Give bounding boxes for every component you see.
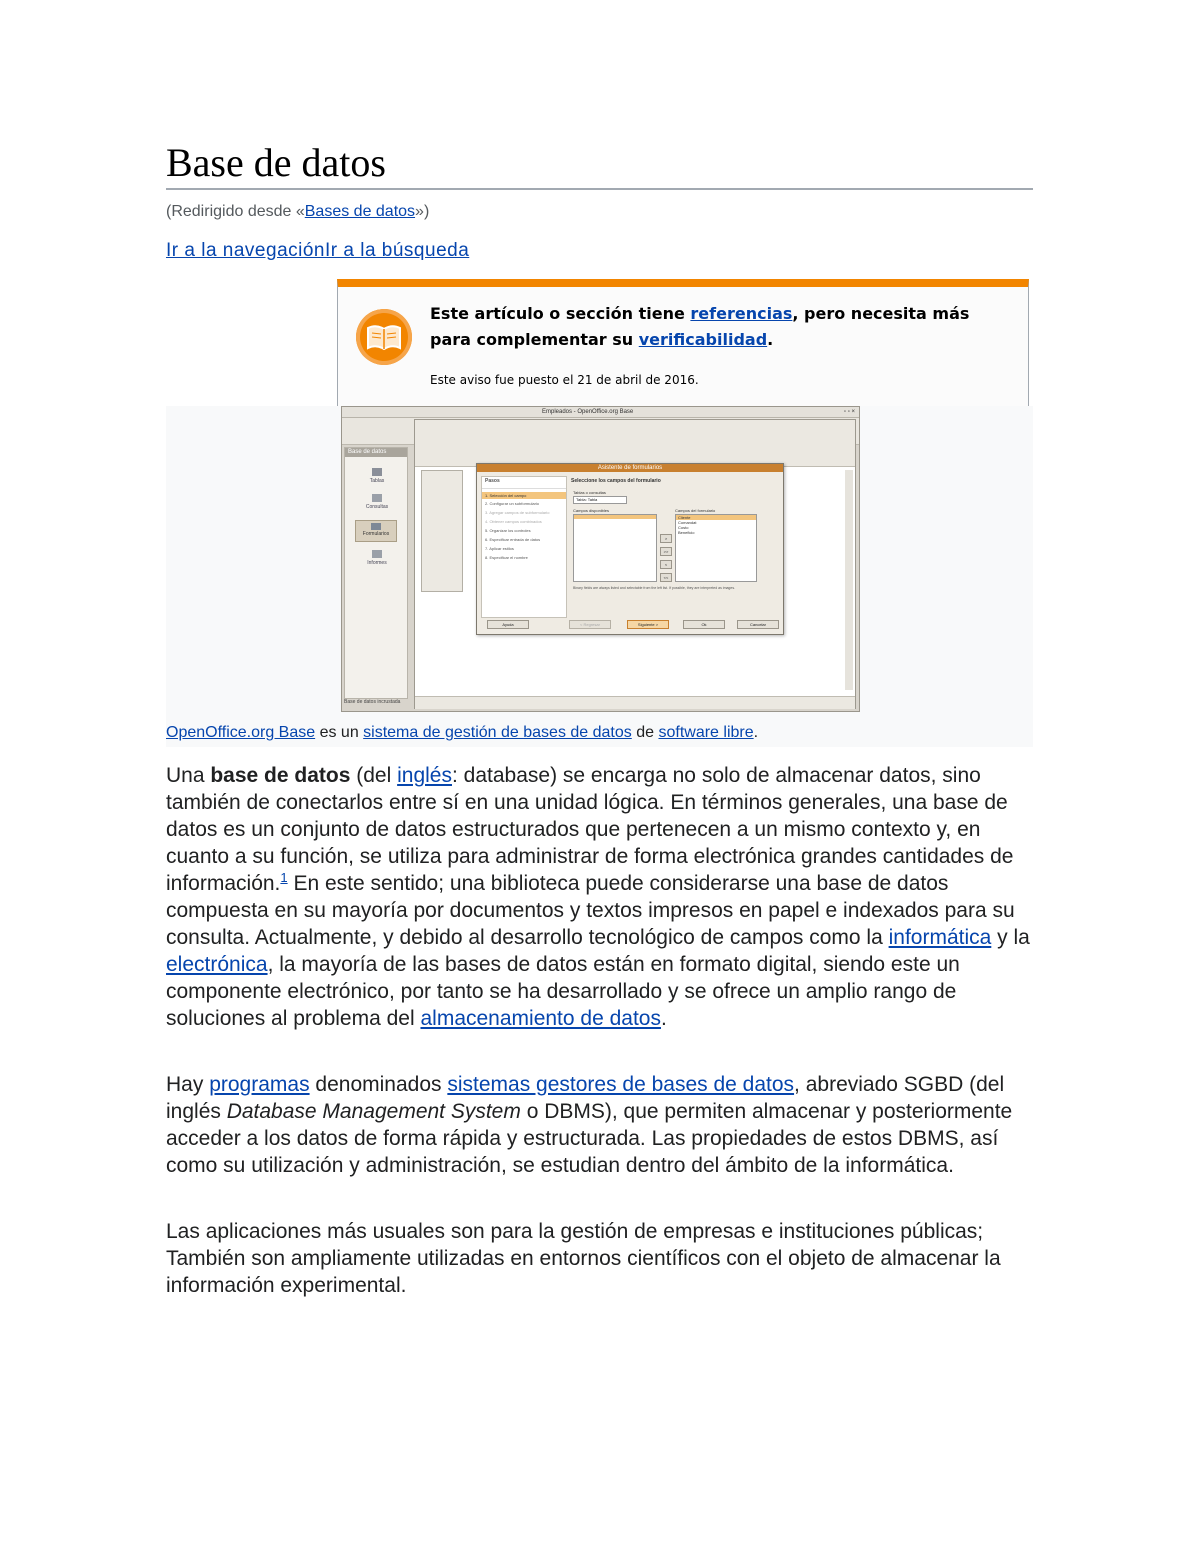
jump-links [166,240,469,262]
form-icon [371,523,381,530]
notice-text-2: , pero necesita más para complementar su [430,304,970,349]
window-titlebar [342,407,859,418]
wizard-step[interactable]: 3. Agregar campos de subformulario [485,510,550,515]
p1-text-g: . [660,1007,667,1030]
notice-text-3: . [767,330,774,349]
p1-text-f: , la mayoría de las bases de datos están en formato digital, siendo este un componente electrónico, por tanto se ha desarrollado y se ofrece un amplio rango de soluciones al problema del [166,953,960,1030]
form-fields-label: Campos del formulario [675,508,716,513]
sidebar-item-informes[interactable] [359,550,395,566]
back-button[interactable]: < Regresar [569,620,611,629]
sidebar-item-tablas[interactable] [363,468,391,484]
applications-paragraph: Las aplicaciones más usuales son para la gestión de empresas e instituciones públicas; También son ampliamente utilizadas en entornos científicos con el objeto de almacenar la información experimental. [166,1220,1001,1297]
caption-text-2: de [631,724,659,741]
table-select[interactable]: Tabla: Tabla [573,496,627,504]
form-field-item[interactable]: Cliente [676,515,756,520]
form-controls-toolbox [421,470,463,592]
verificabilidad-link[interactable]: verificabilidad [638,330,768,349]
jump-to-navigation-link[interactable]: Ir a la navegación [166,240,325,261]
available-field-selected [574,515,656,519]
openoffice-base-screenshot[interactable] [341,406,860,712]
informatica-link[interactable]: informática [888,926,992,949]
programas-link[interactable]: programas [209,1073,310,1096]
openoffice-base-link[interactable]: OpenOffice.org Base [166,724,316,741]
p2-text-a: Hay [166,1073,210,1096]
sidebar-item-label: Informes [367,560,387,566]
move-all-right-button[interactable]: >> [660,547,672,556]
term-bold: base de datos [210,764,351,787]
article-figure [166,406,1033,747]
status-bar: Base de datos incrustada [344,699,401,705]
notice-text [430,301,1010,353]
window-controls-icon: ▫ ▫ × [843,409,855,415]
database-sidebar [344,447,408,699]
window-title: Empleados - OpenOffice.org Base [542,409,634,415]
vertical-scrollbar[interactable] [845,470,853,690]
form-fields-list[interactable] [675,514,757,582]
notice-text-1: Este artículo o sección tiene [430,304,691,323]
wizard-step[interactable]: 4. Obtener campos combinados [485,519,542,524]
references-notice [337,279,1029,412]
sgbd-link[interactable]: sistemas gestores de bases de datos [447,1073,795,1096]
move-buttons [660,534,672,582]
form-editor-toolbar [415,420,855,467]
move-left-button[interactable]: < [660,560,672,569]
binary-fields-note: Binary fields are always listed and selectable from the left list. If possible, they are interpreted as images. [573,586,736,590]
help-button[interactable]: Ayuda [487,620,529,629]
wizard-step[interactable]: 8. Especificar el nombre [485,555,528,560]
report-icon [372,550,382,558]
available-fields-label: Campos disponibles [573,508,610,513]
p1-text-e: y la [991,926,1030,949]
p2-text-c: , abreviado SGBD (del inglés [166,1073,1005,1123]
wizard-main-header: Seleccione los campos del formulario [571,478,661,484]
sgbd-caption-link[interactable]: sistema de gestión de bases de datos [363,724,632,741]
figure-caption [166,724,758,742]
table-icon [372,468,382,476]
redirect-prefix: (Redirigido desde « [166,203,305,220]
ingles-link[interactable]: inglés [397,764,452,787]
dbms-italic: Database Management System [226,1100,521,1123]
sidebar-header: Base de datos [345,448,407,457]
cancel-button[interactable]: Cancelar [737,620,779,629]
jump-to-search-link[interactable]: Ir a la búsqueda [325,240,470,261]
redirect-link[interactable]: Bases de datos [304,203,416,220]
move-all-left-button[interactable]: << [660,573,672,582]
page-title: Base de datos [166,140,1033,190]
form-field-item[interactable]: Beneficio [678,530,695,535]
p1-text-d: En este sentido; una biblioteca puede considerarse una base de datos compuesta en su mayoría por documentos y textos impresos en papel e indexados para su consulta. Actualmente, y debido al desarrollo tecnológico de campos como la [166,872,1015,949]
redirect-suffix: ») [415,203,430,220]
software-libre-link[interactable]: software libre [658,724,754,741]
intro-paragraph [166,762,1036,1032]
p2-text-b: denominados [309,1073,448,1096]
drawing-toolbar [415,696,855,709]
sidebar-item-label: Tablas [369,478,385,484]
query-icon [372,494,382,502]
referencias-link[interactable]: referencias [690,304,793,323]
sidebar-item-formularios[interactable] [355,520,397,542]
wizard-step[interactable]: 6. Especificar entrada de datos [485,537,541,542]
p1-text-b: (del [350,764,398,787]
move-right-button[interactable]: > [660,534,672,543]
wizard-step[interactable]: 7. Aplicar estilos [485,546,514,551]
sidebar-item-label: Formularios [362,531,390,537]
sidebar-item-label: Consultas [365,504,389,510]
redirect-note [166,203,429,221]
book-icon [356,309,412,365]
sidebar-item-consultas[interactable] [359,494,395,510]
wizard-step[interactable]: 2. Configurar un subformulario [485,501,540,506]
next-button[interactable]: Siguiente > [627,620,669,629]
form-field-item[interactable]: Costo [678,525,689,530]
wizard-steps-panel [481,476,567,618]
ok-button[interactable]: Ok [683,620,725,629]
steps-header: Pasos [482,477,566,489]
caption-text-3: . [753,724,759,741]
dbms-paragraph [166,1071,1036,1179]
tables-label: Tablas o consultas [573,490,606,495]
caption-text-1: es un [315,724,364,741]
wizard-step[interactable]: 5. Organizar los controles [485,528,531,533]
p1-text-c: : database) se encarga no solo de almacenar datos, sino también de conectarlos entre sí en una unidad lógica. En términos generales, una base de datos es un conjunto de datos estructurados que pertenecen a un mismo contexto y, en cuanto a su función, se utiliza para administrar de forma electrónica grandes cantidades de información. [166,764,1014,895]
almacenamiento-link[interactable]: almacenamiento de datos [420,1007,661,1030]
wizard-step[interactable]: 1. Selección del campo [482,492,566,499]
available-fields-list[interactable] [573,514,657,582]
reference-1-link[interactable]: 1 [280,870,288,885]
p1-text-a: Una [166,764,211,787]
p2-text-d: o DBMS), que permiten almacenar y posteriormente acceder a los datos de forma rápida y estructurada. Las propiedades de estos DBMS, así como su utilización y administración, se estudian dentro del ámbito de la informática. [166,1100,1013,1177]
form-wizard-dialog [476,463,784,635]
wizard-titlebar: Asistente de formularios [477,464,783,472]
form-field-item[interactable]: Comandat [678,520,697,525]
electronica-link[interactable]: electrónica [166,953,268,976]
notice-date: Este aviso fue puesto el 21 de abril de 2016. [430,373,699,387]
